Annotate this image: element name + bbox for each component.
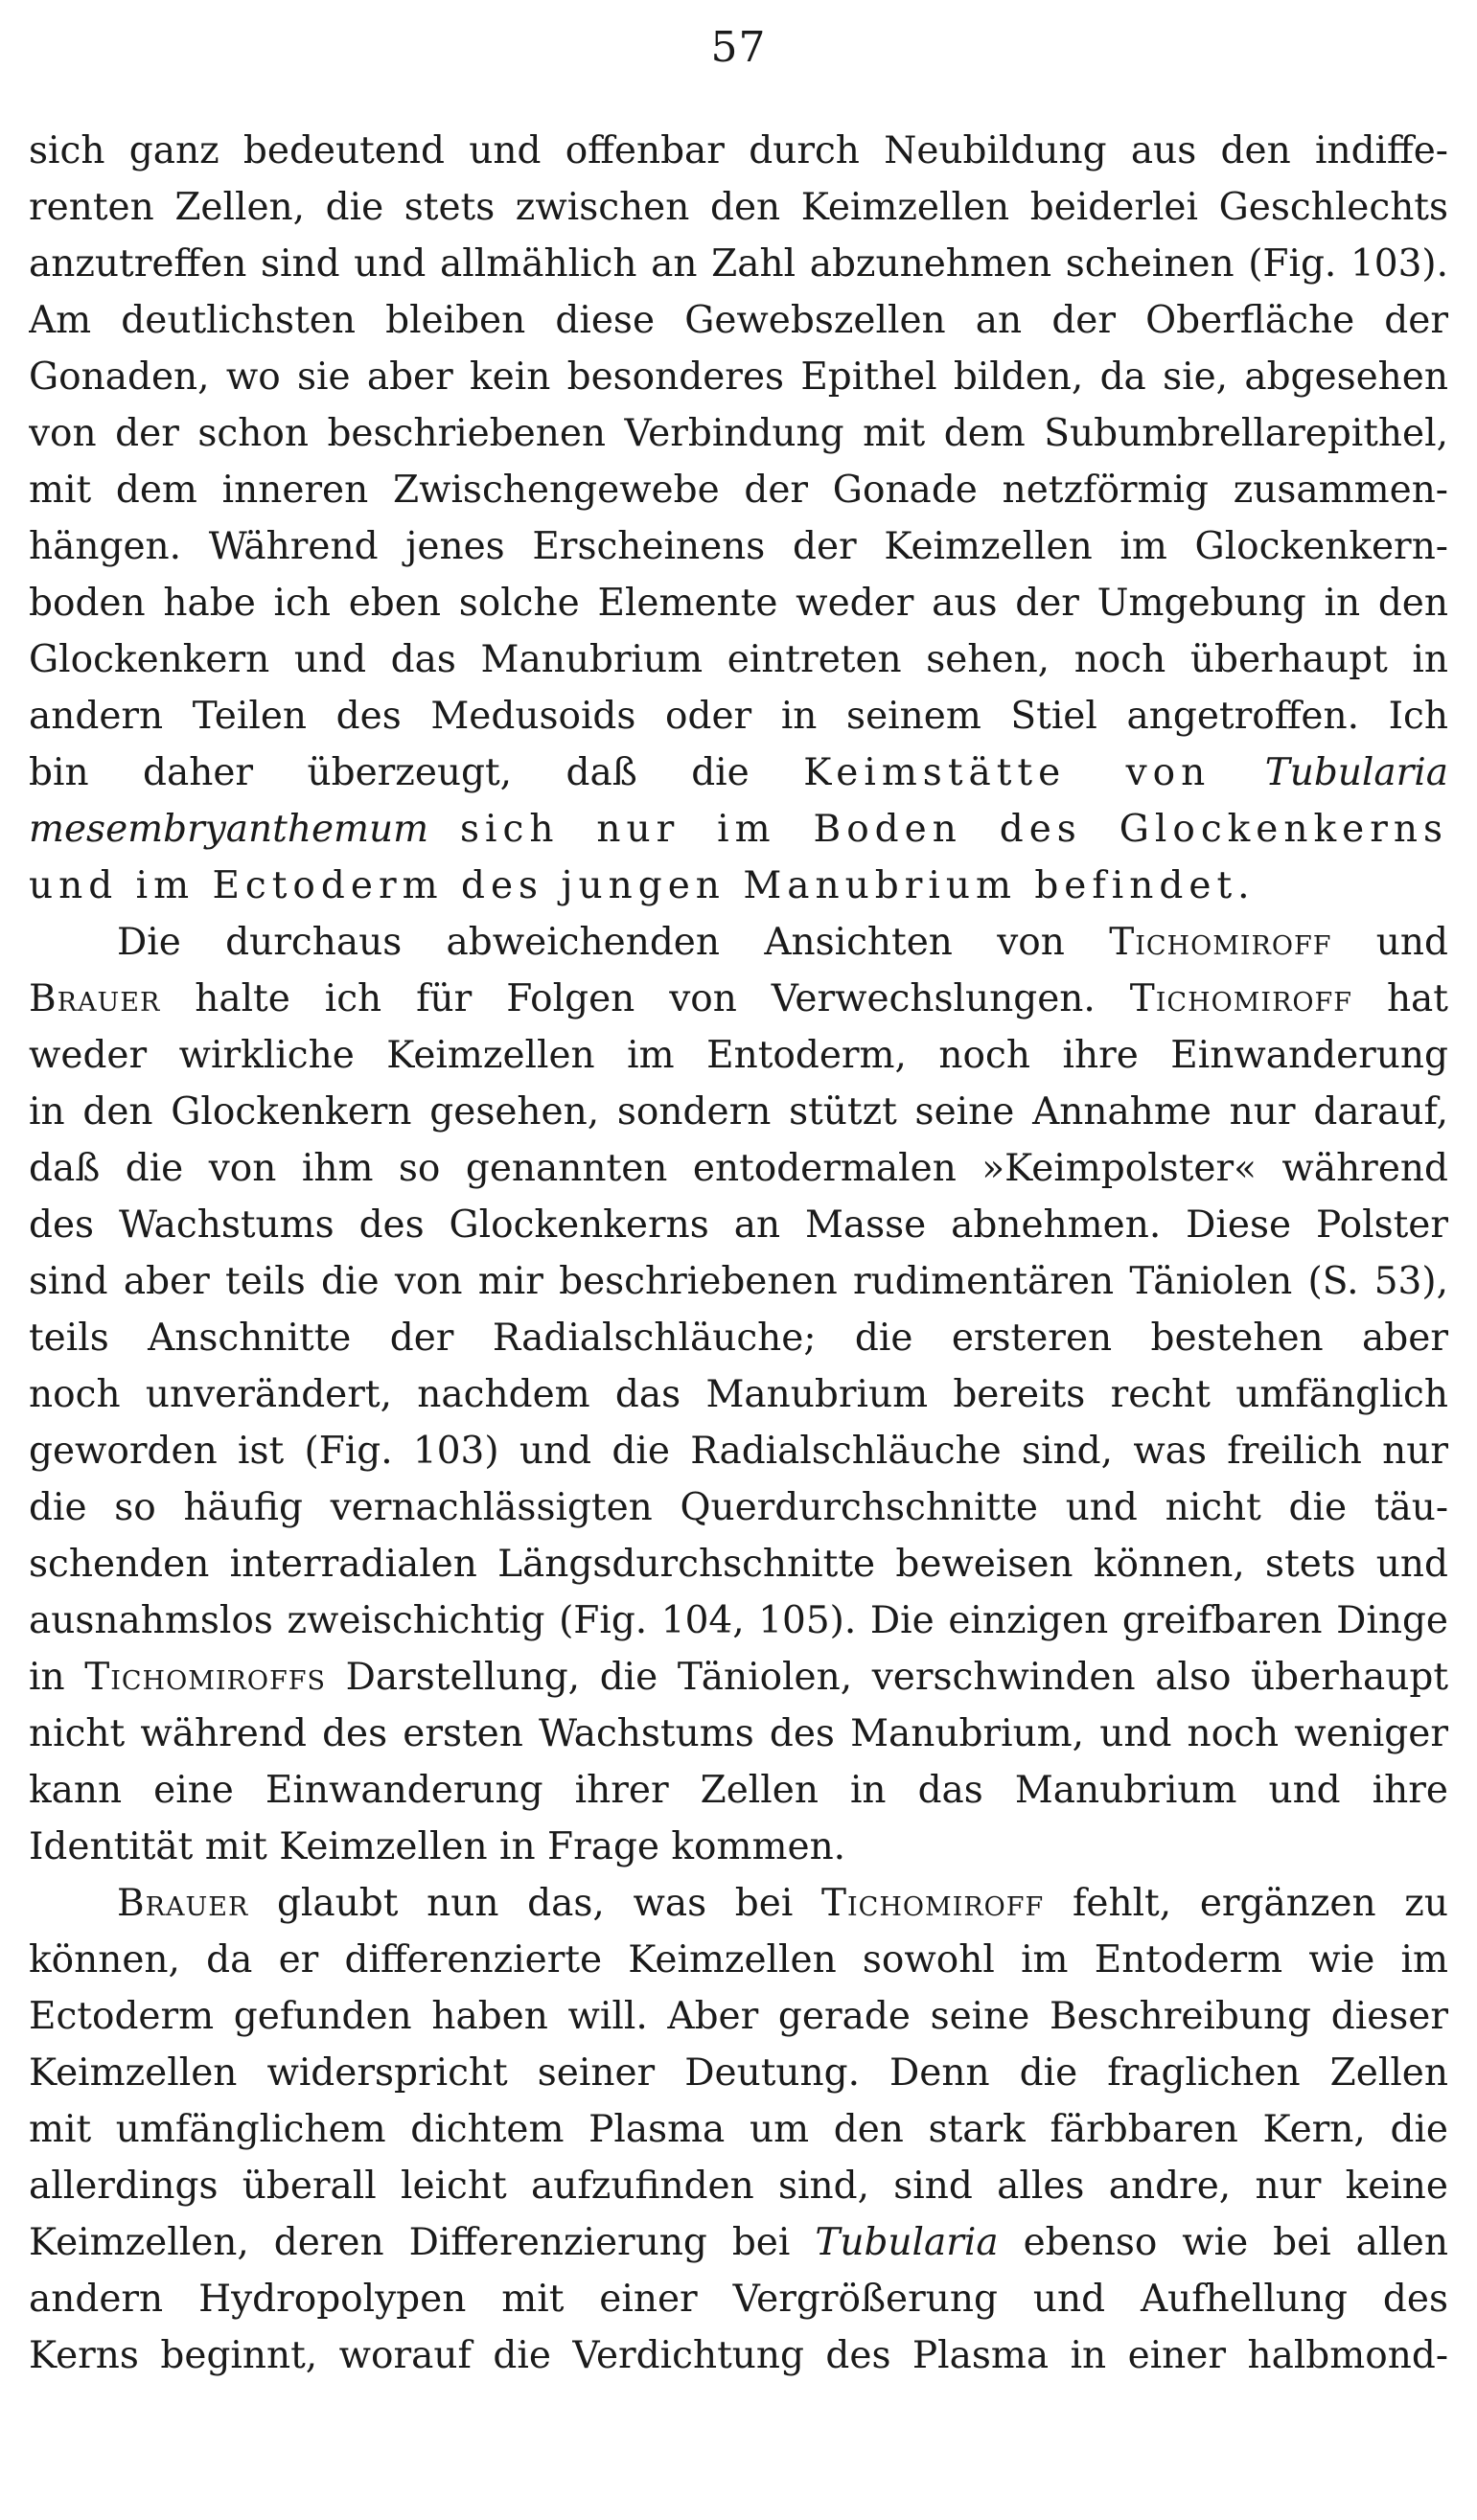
text-line bbox=[29, 971, 1448, 1027]
species-name: mesembryanthemum bbox=[29, 808, 429, 851]
text-line: daß die von ihm so genannten entodermalen »Keimpolster« während bbox=[29, 1147, 1448, 1190]
text-run: glaubt nun das, was bei bbox=[276, 1882, 794, 1925]
text-run: und bbox=[1375, 921, 1448, 964]
text-run: fehlt, ergänzen zu bbox=[1072, 1882, 1448, 1925]
text-line: mit umfänglichem dichtem Plasma um den stark färbbaren Kern, die bbox=[29, 2108, 1448, 2151]
text-run: Die durchaus abweichenden Ansichten von bbox=[117, 921, 1065, 964]
text-line: Ectoderm gefunden haben will. Aber gerade seine Beschreibung dieser bbox=[29, 1995, 1448, 2038]
text-line: anzutreffen sind und allmählich an Zahl abzunehmen scheinen (Fig. 103). bbox=[29, 242, 1448, 286]
spaced-emphasis: Keimstätte von bbox=[803, 751, 1212, 794]
text-line: Kerns beginnt, worauf die Verdichtung des Plasma in einer halbmond- bbox=[29, 2334, 1448, 2377]
text-line: teils Anschnitte der Radialschläuche; die ersteren bestehen aber bbox=[29, 1317, 1448, 1360]
spaced-emphasis: sich nur im Boden des Glockenkerns bbox=[460, 808, 1448, 851]
author-name: Brauer bbox=[117, 1882, 249, 1925]
text-run: ebenso wie bei allen bbox=[1023, 2221, 1448, 2264]
text-line: weder wirkliche Keimzellen im Entoderm, noch ihre Einwanderung bbox=[29, 1034, 1448, 1077]
text-line: des Wachstums des Glockenkerns an Masse abnehmen. Diese Polster bbox=[29, 1203, 1448, 1247]
page-number: 57 bbox=[710, 23, 767, 72]
text-line: nicht während des ersten Wachstums des Manubrium, und noch weniger bbox=[29, 1712, 1448, 1755]
text-run: Keimzellen, deren Differenzierung bei bbox=[29, 2221, 791, 2264]
text-line: andern Teilen des Medusoids oder in seinem Stiel angetroffen. Ich bbox=[29, 695, 1448, 738]
text-line: sind aber teils die von mir beschriebenen rudimentären Täniolen (S. 53), bbox=[29, 1260, 1448, 1303]
document-page bbox=[29, 0, 1448, 2520]
text-line: renten Zellen, die stets zwischen den Keimzellen beiderlei Geschlechts bbox=[29, 186, 1448, 229]
text-run: bin daher überzeugt, daß die bbox=[29, 751, 750, 794]
species-name: Tubularia bbox=[1264, 751, 1448, 794]
text-line bbox=[29, 914, 1448, 971]
text-line: mit dem inneren Zwischengewebe der Gonade netzförmig zusammen- bbox=[29, 469, 1448, 512]
text-line: können, da er differenzierte Keimzellen sowohl im Entoderm wie im bbox=[29, 1938, 1448, 1982]
text-line: in den Glockenkern gesehen, sondern stützt seine Annahme nur darauf, bbox=[29, 1090, 1448, 1134]
text-line: noch unverändert, nachdem das Manubrium bereits recht umfänglich bbox=[29, 1373, 1448, 1416]
text-line: Gonaden, wo sie aber kein besonderes Epithel bilden, da sie, abgesehen bbox=[29, 355, 1448, 399]
text-run: Darstellung, die Täniolen, verschwinden also überhaupt bbox=[345, 1656, 1448, 1699]
text-line: boden habe ich eben solche Elemente weder aus der Umgebung in den bbox=[29, 582, 1448, 625]
species-name: Tubularia bbox=[815, 2221, 999, 2264]
text-run: halte ich für Folgen von Verwechslungen. bbox=[195, 977, 1096, 1020]
text-line: kann eine Einwanderung ihrer Zellen in das Manubrium und ihre bbox=[29, 1769, 1448, 1812]
text-line: sich ganz bedeutend und offenbar durch Neubildung aus den indiffe- bbox=[29, 129, 1448, 172]
text-line bbox=[29, 2214, 1448, 2271]
author-name: Tichomiroff bbox=[1109, 921, 1332, 964]
text-line: von der schon beschriebenen Verbindung mit dem Subumbrellarepithel, bbox=[29, 412, 1448, 455]
text-line: die so häufig vernachlässigten Querdurchschnitte und nicht die täu- bbox=[29, 1486, 1448, 1529]
text-line: Glockenkern und das Manubrium eintreten sehen, noch überhaupt in bbox=[29, 638, 1448, 681]
text-line bbox=[29, 801, 1448, 858]
text-line bbox=[29, 1875, 1448, 1932]
text-line: andern Hydropolypen mit einer Vergrößerung und Aufhellung des bbox=[29, 2278, 1448, 2321]
text-line: Am deutlichsten bleiben diese Gewebszellen an der Oberfläche der bbox=[29, 299, 1448, 342]
author-name: Tichomiroffs bbox=[84, 1656, 326, 1699]
author-name: Tichomiroff bbox=[1129, 977, 1352, 1020]
text-line: und im Ectoderm des jungen Manubrium befindet. bbox=[29, 864, 1256, 907]
body-text bbox=[29, 123, 1448, 2384]
text-line bbox=[29, 1649, 1448, 1706]
text-run: in bbox=[29, 1656, 65, 1699]
author-name: Tichomiroff bbox=[821, 1882, 1045, 1925]
text-line: allerdings überall leicht aufzufinden sind, sind alles andre, nur keine bbox=[29, 2165, 1448, 2208]
text-line: schenden interradialen Längsdurchschnitte beweisen können, stets und bbox=[29, 1543, 1448, 1586]
text-line: geworden ist (Fig. 103) und die Radialschläuche sind, was freilich nur bbox=[29, 1430, 1448, 1473]
text-line: hängen. Während jenes Erscheinens der Keimzellen im Glockenkern- bbox=[29, 525, 1448, 568]
text-line: Keimzellen widerspricht seiner Deutung. Denn die fraglichen Zellen bbox=[29, 2051, 1448, 2095]
text-line: ausnahmslos zweischichtig (Fig. 104, 105). Die einzigen greifbaren Dinge bbox=[29, 1599, 1448, 1642]
text-run: hat bbox=[1386, 977, 1448, 1020]
text-line bbox=[29, 745, 1448, 801]
author-name: Brauer bbox=[29, 977, 161, 1020]
text-line: Identität mit Keimzellen in Frage kommen. bbox=[29, 1825, 846, 1868]
